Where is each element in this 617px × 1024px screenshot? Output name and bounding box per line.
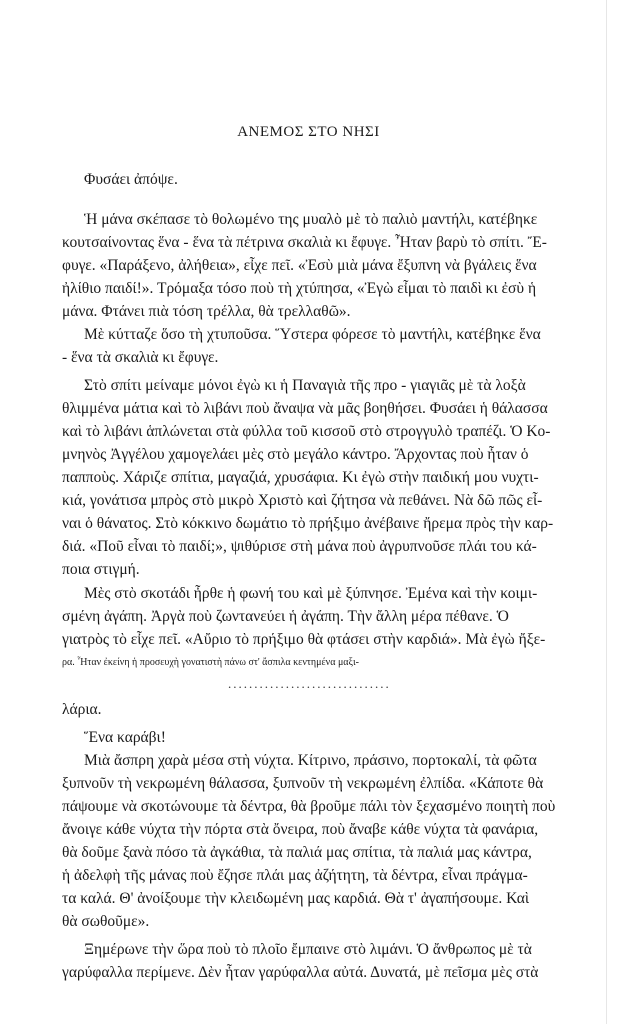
text-line: Μιὰ ἄσπρη χαρὰ μέσα στὴ νύχτα. Κίτρινο, πράσινο, πορτοκαλί, τὰ φῶτα bbox=[84, 752, 537, 769]
text-line: ἠλίθιο παιδί!». Τρόμαξα τόσο ποὺ τὴ χτύπησα, «Ἐγὼ εἶμαι τὸ παιδὶ κι ἐσὺ ἡ bbox=[62, 280, 537, 297]
text-line: σμένη ἀγάπη. Ἀργὰ ποὺ ζωντανεύει ἡ ἀγάπη. Τὴν ἄλλη μέρα πέθανε. Ὁ bbox=[62, 608, 509, 625]
text-line: θλιμμένα μάτια καὶ τὸ λιβάνι ποὺ ἄναψα νὰ μᾶς βοηθήσει. Φυσάει ἡ θάλασσα bbox=[62, 400, 548, 417]
text-line: Ξημέρωνε τὴν ὥρα ποὺ τὸ πλοῖο ἔμπαινε στὸ λιμάνι. Ὁ ἄνθρωπος μὲ τὰ bbox=[84, 941, 532, 958]
text-line: πάψουμε νὰ σκοτώνουμε τὰ δέντρα, θὰ βροῦμε πάλι τὸν ξεχασμένο ποιητὴ ποὺ bbox=[62, 798, 556, 815]
text-line: ρα. Ἦταν ἐκείνη ἡ προσευχὴ γονατιστὴ πάνω στ' ἄσπιλα κεντημένα μαξι- bbox=[62, 657, 360, 668]
text-line: λάρια. bbox=[62, 701, 102, 718]
text-line: ναι ὁ θάνατος. Στὸ κόκκινο δωμάτιο τὸ πρήξιμο ἀνέβαινε ἤρεμα πρὸς τὴν καρ- bbox=[62, 515, 554, 532]
text-line: τα καλά. Θ' ἀνοίξουμε τὴν κλειδωμένη μας καρδιά. Θὰ τ' ἀγαπήσουμε. Καὶ bbox=[62, 890, 529, 907]
text-line: διά. «Ποῦ εἶναι τὸ παιδί;», ψιθύρισε στὴ μάνα ποὺ ἀγρυπνοῦσε πλάι του κά- bbox=[62, 538, 537, 555]
text-line: μάνα. Φτάνει πιὰ τόση τρέλλα, θὰ τρελλαθῶ». bbox=[62, 303, 351, 320]
page-edge bbox=[606, 0, 607, 1024]
text-line: κουτσαίνοντας ἕνα - ἕνα τὰ πέτρινα σκαλιὰ κι ἔφυγε. Ἦταν βαρὺ τὸ σπίτι. Ἔ- bbox=[62, 234, 547, 251]
text-line: γιατρὸς τὸ εἶχε πεῖ. «Αὔριο τὸ πρήξιμο θὰ φτάσει στὴν καρδιά». Μὰ ἐγὼ ἤξε- bbox=[62, 631, 546, 648]
text-line: ἡ ἀδελφὴ τῆς μάνας ποὺ ἔζησε πλάι μας ἀζήτητη, τὰ δέντρα, εἶναι πράγμα- bbox=[62, 867, 528, 884]
text-line: Φυσάει ἀπόψε. bbox=[84, 171, 178, 188]
text-line: Μὲς στὸ σκοτάδι ἦρθε ἡ φωνή του καὶ μὲ ξύπνησε. Ἐμένα καὶ τὴν κοιμι- bbox=[84, 585, 538, 602]
text-line: καὶ τὸ λιβάνι ἁπλώνεται στὰ φύλλα τοῦ κισσοῦ στὸ στρογγυλὸ τραπέζι. Ὁ Κο- bbox=[62, 423, 551, 440]
text-line: μνηνὸς Ἀγγέλου χαμογελάει μὲς στὸ μεγάλο κάντρο. Ἄρχοντας ποὺ ἦταν ὁ bbox=[62, 446, 529, 463]
text-line: - ἕνα τὰ σκαλιὰ κι ἔφυγε. bbox=[62, 349, 219, 366]
page-title: ΑΝΕΜΟΣ ΣΤΟ ΝΗΣΙ bbox=[237, 124, 380, 140]
section-separator: ............................... bbox=[228, 676, 391, 691]
text-line: παπποὺς. Χάριζε σπίτια, μαγαζιά, χρυσάφια. Κι ἐγὼ στὴν παιδική μου νυχτι- bbox=[62, 469, 539, 486]
text-line: θὰ δοῦμε ξανὰ πόσο τὰ ἀγκάθια, τὰ παλιά μας σπίτια, τὰ παλιά μας κάντρα, bbox=[62, 844, 532, 861]
text-line: γαρύφαλλα περίμενε. Δὲν ἦταν γαρύφαλλα αὐτά. Δυνατά, μὲ πεῖσμα μὲς στὰ bbox=[62, 964, 539, 981]
text-line: Στὸ σπίτι μείναμε μόνοι ἐγὼ κι ἡ Παναγιὰ τῆς προ - γιαγιᾶς μὲ τὰ λοξὰ bbox=[84, 377, 526, 394]
text-line: Ἡ μάνα σκέπασε τὸ θολωμένο της μυαλὸ μὲ τὸ παλιὸ μαντήλι, κατέβηκε bbox=[84, 211, 538, 228]
text-line: Μὲ κύτταζε ὅσο τὴ χτυποῦσα. Ὕστερα φόρεσε τὸ μαντήλι, κατέβηκε ἕνα bbox=[84, 326, 541, 343]
text-line: Ἕνα καράβι! bbox=[84, 729, 166, 746]
text-line: ποια στιγμή. bbox=[62, 561, 140, 578]
text-line: κιά, γονάτισα μπρὸς στὸ μικρὸ Χριστὸ καὶ ζήτησα νὰ πεθάνει. Νὰ δῶ πῶς εἶ- bbox=[62, 492, 543, 509]
text-line: ξυπνοῦν τὴ νεκρωμένη θάλασσα, ξυπνοῦν τὴ νεκρωμένη ἐλπίδα. «Κάποτε θὰ bbox=[62, 775, 544, 792]
text-line: φυγε. «Παράξενο, ἀλήθεια», εἶχε πεῖ. «Ἐσὺ μιὰ μάνα ἔξυπνη νὰ βγάλεις ἕνα bbox=[62, 257, 537, 274]
text-line: ἄνοιγε κάθε νύχτα τὴν πόρτα στὰ ὄνειρα, ποὺ ἄναβε κάθε νύχτα τὰ φανάρια, bbox=[62, 821, 539, 838]
text-line: θὰ σωθοῦμε». bbox=[62, 913, 150, 930]
